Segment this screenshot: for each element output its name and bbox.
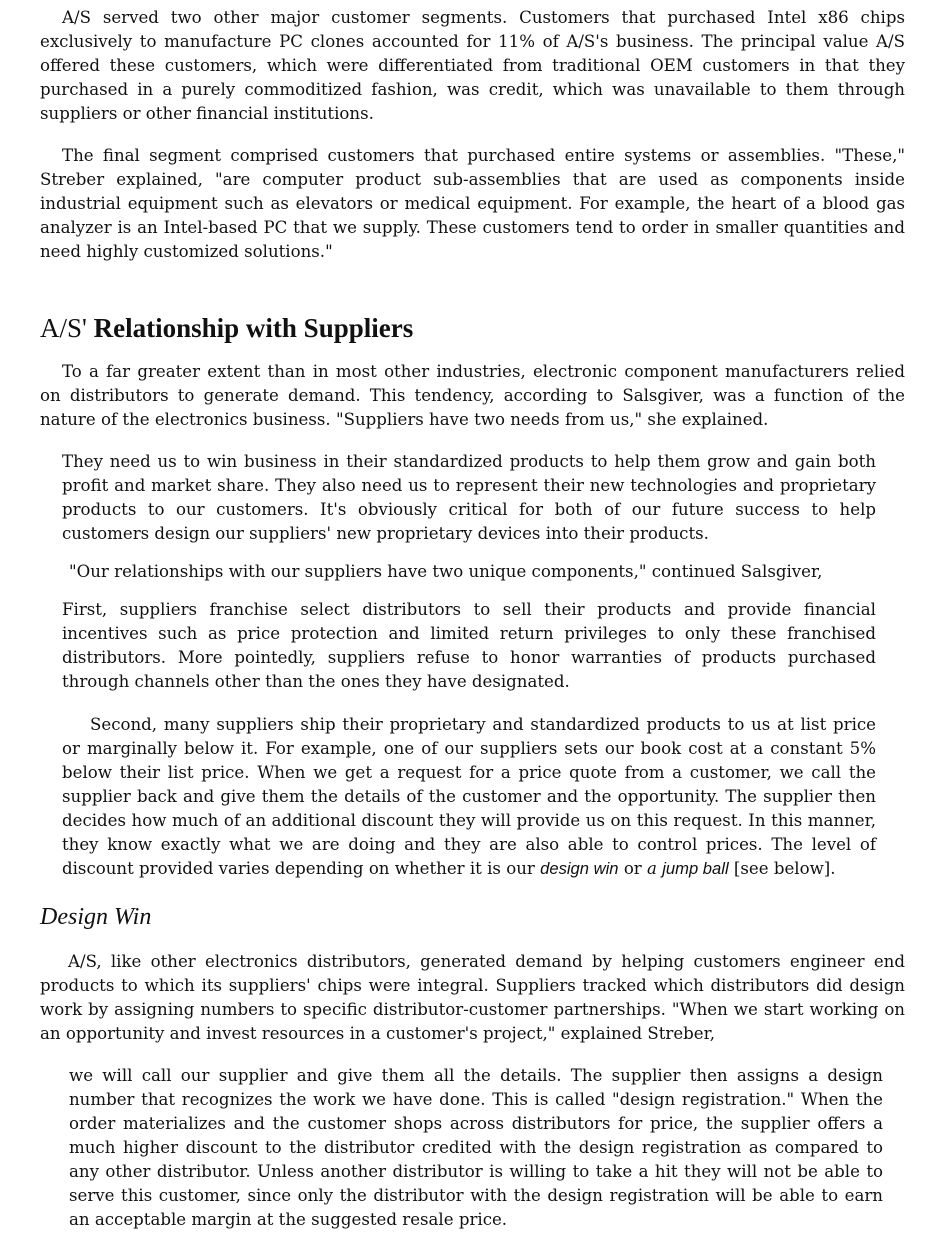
design-win-paragraph: A/S, like other electronics distributors, generated demand by helping customers engineer end products to which its suppliers' chips were integral. Suppliers tracked which distributors did design work by assigning numbers to specific distributor-customer partnerships. "When we start working on an opportunity and invest resources in a customer's project," explained Streber, <box>40 952 905 1043</box>
list-price-quote <box>62 713 876 881</box>
customer-segments-paragraph: A/S served two other major customer segments. Customers that purchased Intel x86 chips exclusively to manufacture PC clones accounted for 11% of A/S's business. The principal value A/S offered these customers, which were differentiated from traditional OEM customers in that they purchased in a purely commoditized fashion, was credit, which was unavailable to them through suppliers or other financial institutions. <box>40 8 905 123</box>
suppliers-heading-title: Relationship with Suppliers <box>93 313 414 343</box>
franchise-quote: First, suppliers franchise select distributors to sell their products and provide financial incentives such as price protection and limited return privileges to only these franchised distributors. More pointedly, suppliers refuse to honor warranties of products purchased through channels other than the ones they have designated. <box>62 600 876 691</box>
suppliers-heading-prefix: A/S' <box>40 313 87 343</box>
design-win-term: design win <box>540 859 619 878</box>
list-price-quote-text: Second, many suppliers ship their proprietary and standardized products to us at list price or marginally below it. For example, one of our suppliers sets our book cost at a constant 5% below their list price. When we get a request for a price quote from a customer, we call the supplier back and give them the details of the customer and the opportunity. The supplier then decides how much of an additional discount they will provide us on this request. In this manner, they know exactly what we are doing and they are also able to control prices. The level of discount provided varies depending on whether it is our <box>62 715 876 878</box>
unique-components-paragraph: "Our relationships with our suppliers have two unique components," continued Salsgiver, <box>69 562 823 581</box>
distributor-demand-paragraph: To a far greater extent than in most other industries, electronic component manufacturers relied on distributors to generate demand. This tendency, according to Salsgiver, was a function of the nature of the electronics business. "Suppliers have two needs from us," she explained. <box>40 362 905 429</box>
or-word: or <box>623 859 642 878</box>
final-segment-paragraph: The final segment comprised customers that purchased entire systems or assemblies. "These," Streber explained, "are computer product sub-assemblies that are used as components inside industrial equipment such as elevators or medical equipment. For example, the heart of a blood gas analyzer is an Intel-based PC that we supply. These customers tend to order in smaller quantities and need highly customized solutions." <box>40 146 905 261</box>
see-below-note: [see below]. <box>733 859 836 878</box>
supplier-needs-quote: They need us to win business in their standardized products to help them grow and gain both profit and market share. They also need us to represent their new technologies and proprietary products to our customers. It's obviously critical for both of our future success to help customers design our suppliers' new proprietary devices into their products. <box>62 452 876 543</box>
jump-ball-term: jump ball <box>662 859 729 878</box>
suppliers-section-heading <box>40 312 413 344</box>
design-win-heading: Design Win <box>40 904 152 930</box>
a-word: a <box>647 859 657 878</box>
design-registration-quote: we will call our supplier and give them all the details. The supplier then assigns a design number that recognizes the work we have done. This is called "design registration." When the order materializes and the customer shops across distributors for price, the supplier offers a much higher discount to the distributor credited with the design registration as compared to any other distributor. Unless another distributor is willing to take a hit they will not be able to serve this customer, since only the distributor with the design registration will be able to earn an acceptable margin at the suggested resale price. <box>69 1066 883 1229</box>
